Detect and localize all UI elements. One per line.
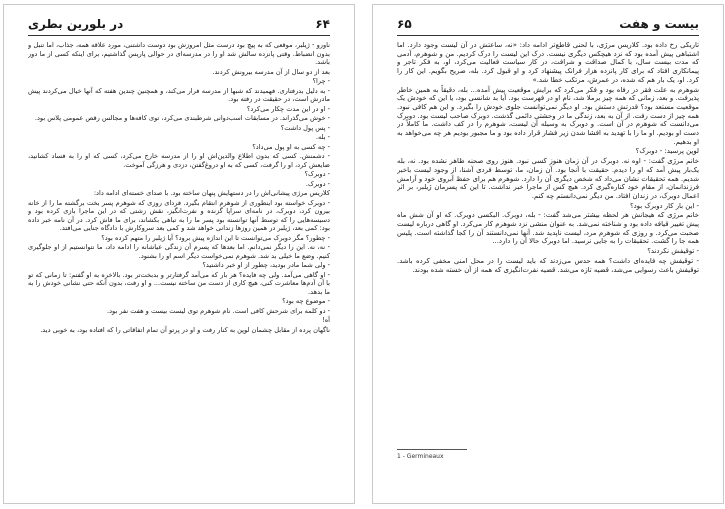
footnote: 1 - Germineaux (397, 453, 444, 460)
page-body (397, 41, 699, 433)
paragraph: کلاریس مرژی پیشانی‌اش را در دستهایش پنهان ساخته بود. با صدای خسته‌ای ادامه داد: (93, 189, 330, 197)
paragraph: - توقیفش چه فایده‌ای داشت؟ همه حدس می‌زدند که باید لیست را در محل امنی مخفی کرده باشد. توقیفش باعث رسوایی می‌شد، قضیه تازه می‌شد. قضیه نفرت‌انگیزی که همه از آن خسته شده بودند. (397, 256, 699, 274)
paragraph: بعد از دو سال از آن مدرسه بیرونش کردند. (212, 67, 330, 76)
paragraph: - این بار کار دوبرک بود؟ (629, 201, 699, 210)
page-header (397, 17, 699, 33)
paragraph: - به دلیل بدرفتاری. فهمیدند که شبها از مدرسه فرار می‌کند، و همچنین چندین هفته که آنها خیال می‌کردند پیش مادرش است، در حقیقت در رفته بود. (28, 86, 330, 103)
paragraph: لوپن پرسید: - دوبرک؟ (635, 147, 699, 156)
paragraph: - چرا؟ (312, 77, 330, 85)
paragraph: - چه کسی به او پول می‌داد؟ (252, 142, 330, 151)
page-body (28, 41, 330, 495)
left-book-page (3, 4, 355, 504)
paragraph: - دوبرک. (305, 179, 330, 188)
paragraph: - چطور؟ مگر دوبرک می‌توانست تا این اندازه پیش برود؟ آیا ژیلبر را متهم کرده بود؟ (101, 233, 330, 242)
paragraph: شوهرم به علت فقر در رفاه بود و فکر می‌کرد که برایش موقعیت پیش آمده... بله، دقیقاً به همین خاطر پذیرفت. و بعد، زمانی که همه چیز برملا شد، نام او در فهرست بود. آیا بد شانسی بود، یا این که خودش یک موقعیت مستعد بود؟ قدرتش دستش بود. او دیگر نمی‌توانست جلوی خودش را بگیرد. و این هم کافی نبود. همه چیز از دست رفت. از آن به بعد، زندگی ما در وحشتی دائمی گذشت. دوبرک صاحب لیست بود. دوبرک می‌دانست که شوهرم در آن است. و دوبرک به وسیله آن لیست، شوهرم را در کف داشت. ما کاملاً در دست او بودیم. او ما را با تهدید به افشا شدن زیر فشار قرار داده بود و ما مجبور بودیم هر چه می‌خواهد به او بدهیم. (397, 85, 699, 146)
paragraph: خانم مرژی گفت: - اوه نه. دوبرک در آن زمان هنوز کسی نبود. هنوز روی صحنه ظاهر نشده بود. نه، بله یک‌بار پیش آمد که او را دیدم. حقیقت با آنجا بود. آن زمان، ما، توسط فردی آشنا، از وجود لیست باخبر شدیم. همه تحقیقات نشان می‌داد که شخص دیگری آن را دارد. شوهرم هم برای حفظ آبروی خود و آرامش فرزندانمان، از مقام خود کناره‌گیری کرد. هیچ کس از ماجرا خبر نداشت. تا این که پسرمان ژیلبر، بر اثر اعمال دوبرک، در زندان افتاد. من دیگر نمی‌دانستم چه کنم. (397, 157, 699, 200)
page-header (28, 17, 330, 33)
right-book-page (372, 4, 724, 504)
paragraph: خانم مرژی که هیجانش هر لحظه بیشتر می‌شد گفت: - بله، دوبرک. البکسی دوبرک. که او آن شش ماه پیش تغییر قیافه داده بود و شناخته نمی‌شد. به عنوان منشی نزد شوهرم کار می‌کرد. او گاهی درباره لیست صحبت می‌کرد. و روزی که شوهرم مرد، لیست ناپدید شد. آنها نمی‌دانستند آن را کجا گذاشته است. پلیس همه جا را گشت. تحقیقات را به جایی نرسید. اما دوبرک حالا آن را دارد... (397, 211, 699, 246)
page-number: ۶۵ (397, 17, 412, 31)
paragraph: ناورو - ژیلبر، موقعی که به پیچ بود درست مثل امروزش بود دوست داشتنی، مورد علاقه همه، جذاب، اما تنبل و بدون انضباط. وقتی پانزده سالش شد او را در مدرسه‌ای در حوالی پاریس گذاشتیم، برای اینکه کسی از ما دور باشد. (28, 41, 330, 66)
paragraph: - دوبرک خواسته بود اینطوری از شوهرم انتقام بگیرد. فردای روزی که شوهرم پسر بخت برگشته ما را از خانه بیرون کرد، دوبرک، در نامه‌ای سراپا گزنده و نفرت‌انگیز، نقش زشتی که در این ماجرا بازی کرده بود و دسیسه‌هایی را که توسط آنها توانسته بود پسر ما را به تباهی بکشاند، برای ما فاش کرد. در آن نامه خبر داده بود: کمی بعد، ژیلبر در همین روزها زندانی خواهد شد و کمی بعد سروکارش با دادگاه جنایی می‌افتد. (28, 198, 330, 232)
paragraph: - نه، نه. این را دیگر نمی‌دانم. اما بعدها که پسرم آن زندگی عیاشانه را ادامه داد، ما نتوانستیم از او جلوگیری کنیم. وضع ما خیلی بد شد. شوهرم نمی‌خواست دیگر اسم او را بشنود. (28, 243, 330, 260)
paragraph: - خوش می‌گذراند. در مسابقات اسب‌دوانی شرطبندی می‌کرد، توی کافه‌ها و مجالس رقص عمومی پلاس بود. (34, 114, 330, 122)
running-title: در بلورین بطری (28, 17, 124, 31)
header-rule (397, 35, 699, 36)
footnote-rule (397, 449, 467, 450)
paragraph: - دشمنش. کسی که بدون اطلاع والدین‌اش او را از مدرسه خارج می‌کرد، کسی که او را به فساد کشانید، ضایعش کرد، او را گرفت، کسی که به او دروغ‌گفتن، دزدی و هرزگی آموخت. (28, 152, 330, 169)
paragraph: - او گاهی می‌آمد. ولی چه فایده؟ هر بار که می‌آمد گرفتارتر و بدبخت‌تر بود. بالاخره به او گفتم: تا زمانی که تو با آن آدم‌ها معاشرت کنی، هیچ کاری از دست من ساخته نیست... و او رفت، بدون آنکه حتی نشانی خودش را به ما بدهد. (28, 270, 330, 296)
header-rule (28, 35, 330, 36)
paragraph: - ولی شما مادر بودید، چطور از او خبر داشتید؟ (202, 261, 330, 269)
paragraph: ناگهان پرده از مقابل چشمان لوپن به کنار رفت و او در پرتو آن تمام اتفاقاتی را که افتاده بود، به خوبی دید. (40, 325, 330, 334)
paragraph: - دوبرک؟ (304, 170, 330, 178)
running-title: بیست و هفت (619, 17, 699, 31)
paragraph: تاریکی رخ داده بود. کلاریس مرژی، با لحنی قاطع‌تر ادامه داد: «نه، ساعتش در آن لیست وجود دارد. اما اشتباهی پیش آمده بود که نزد هیچکس دیگری نیست. درک این لیست را درک کردیم. من و شوهرم، آدمی که مدت بیست سال، با کمال صداقت و شرافت، در کار سیاست فعالیت می‌کرد، او، به فکر تاجر و پیمانکاری افتاد که برای کار پانزده هزار فرانک پیشنهاد کرد و او قبول کرد. بله، صریح بگویم. این کار را کرد. او، یک بار هم که شده، در عمرش، مرتکب خطا شد.» (397, 41, 699, 84)
paragraph: - پس پول داشت؟ (280, 123, 330, 132)
paragraph: - او در این مدت چکار می‌کرد؟ (246, 104, 330, 113)
paragraph: - موضوع چه بود؟ (282, 297, 330, 305)
paragraph: - بله. (315, 133, 330, 141)
page-number: ۶۴ (315, 17, 330, 31)
paragraph: - دو کلمه برای شرحش کافی است. نام شوهرم توی لیست بیست و هفت نفر بود. (107, 306, 330, 315)
paragraph: - توقیفش نکردند؟ (647, 247, 699, 256)
paragraph: آه! (322, 316, 330, 324)
